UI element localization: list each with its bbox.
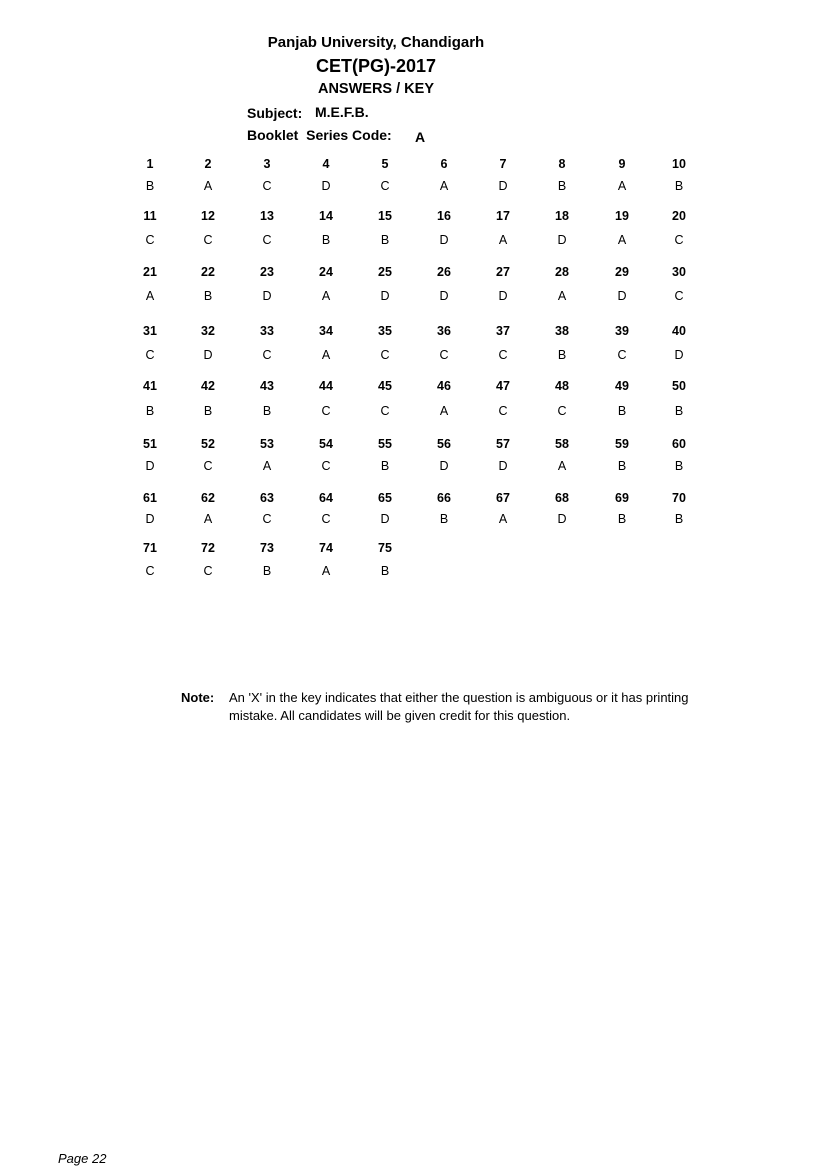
question-number: 69 — [615, 491, 629, 505]
answer-value: D — [617, 289, 627, 303]
question-number: 38 — [555, 324, 569, 338]
question-number: 59 — [615, 437, 629, 451]
question-number: 8 — [558, 157, 566, 171]
answer-value: C — [203, 459, 213, 473]
question-number: 12 — [201, 209, 215, 223]
question-number: 55 — [378, 437, 392, 451]
answer-value: B — [380, 233, 390, 247]
answer-value: B — [145, 404, 155, 418]
question-number: 54 — [319, 437, 333, 451]
answer-value: A — [439, 404, 449, 418]
answer-value: B — [262, 404, 272, 418]
answer-value: B — [380, 564, 390, 578]
question-number: 72 — [201, 541, 215, 555]
question-number: 28 — [555, 265, 569, 279]
answer-value: A — [617, 179, 627, 193]
question-number: 2 — [204, 157, 212, 171]
answer-value: B — [439, 512, 449, 526]
question-number: 40 — [672, 324, 686, 338]
answer-value: D — [557, 512, 567, 526]
question-number: 47 — [496, 379, 510, 393]
answer-value: B — [203, 289, 213, 303]
question-number: 4 — [322, 157, 330, 171]
question-number: 35 — [378, 324, 392, 338]
answer-value: B — [380, 459, 390, 473]
question-number: 64 — [319, 491, 333, 505]
question-number: 75 — [378, 541, 392, 555]
question-number: 27 — [496, 265, 510, 279]
question-number: 56 — [437, 437, 451, 451]
question-number: 1 — [146, 157, 154, 171]
question-number: 45 — [378, 379, 392, 393]
answer-value: C — [262, 348, 272, 362]
question-number: 19 — [615, 209, 629, 223]
answer-value: B — [617, 512, 627, 526]
answer-value: C — [145, 348, 155, 362]
question-number: 36 — [437, 324, 451, 338]
question-number: 32 — [201, 324, 215, 338]
question-number: 23 — [260, 265, 274, 279]
question-number: 66 — [437, 491, 451, 505]
answer-value: A — [203, 179, 213, 193]
question-number: 65 — [378, 491, 392, 505]
answer-value: C — [321, 459, 331, 473]
answer-value: B — [203, 404, 213, 418]
question-number: 58 — [555, 437, 569, 451]
question-number: 17 — [496, 209, 510, 223]
question-number: 30 — [672, 265, 686, 279]
answer-value: A — [498, 233, 508, 247]
answer-value: D — [262, 289, 272, 303]
question-number: 61 — [143, 491, 157, 505]
exam-title: CET(PG)-2017 — [315, 56, 437, 76]
document-title: ANSWERS / KEY — [317, 81, 434, 97]
question-number: 57 — [496, 437, 510, 451]
answer-value: D — [145, 459, 155, 473]
answer-value: D — [321, 179, 331, 193]
answer-value: D — [145, 512, 155, 526]
question-number: 70 — [672, 491, 686, 505]
question-number: 51 — [143, 437, 157, 451]
answer-value: A — [439, 179, 449, 193]
answer-value: B — [674, 512, 684, 526]
question-number: 3 — [263, 157, 271, 171]
answer-value: C — [145, 233, 155, 247]
question-number: 71 — [143, 541, 157, 555]
question-number: 24 — [319, 265, 333, 279]
question-number: 16 — [437, 209, 451, 223]
answer-value: C — [439, 348, 449, 362]
answer-value: B — [557, 179, 567, 193]
question-number: 49 — [615, 379, 629, 393]
answer-value: A — [203, 512, 213, 526]
answer-value: C — [203, 564, 213, 578]
answer-value: A — [498, 512, 508, 526]
answer-value: C — [380, 348, 390, 362]
answer-value: A — [262, 459, 272, 473]
question-number: 6 — [440, 157, 448, 171]
subject-value: M.E.F.B. — [315, 104, 369, 120]
answer-value: C — [674, 289, 684, 303]
question-number: 46 — [437, 379, 451, 393]
note-label: Note: — [181, 690, 215, 705]
question-number: 25 — [378, 265, 392, 279]
answer-value: D — [498, 459, 508, 473]
question-number: 13 — [260, 209, 274, 223]
question-number: 44 — [319, 379, 333, 393]
question-number: 21 — [143, 265, 157, 279]
answer-value: C — [674, 233, 684, 247]
question-number: 50 — [672, 379, 686, 393]
question-number: 20 — [672, 209, 686, 223]
question-number: 62 — [201, 491, 215, 505]
question-number: 18 — [555, 209, 569, 223]
question-number: 15 — [378, 209, 392, 223]
answer-value: A — [617, 233, 627, 247]
answer-value: D — [439, 289, 449, 303]
question-number: 22 — [201, 265, 215, 279]
question-number: 43 — [260, 379, 274, 393]
question-number: 5 — [381, 157, 389, 171]
question-number: 7 — [499, 157, 507, 171]
question-number: 60 — [672, 437, 686, 451]
question-number: 48 — [555, 379, 569, 393]
answer-value: C — [557, 404, 567, 418]
question-number: 9 — [618, 157, 626, 171]
note-text: An 'X' in the key indicates that either the question is ambiguous or it has printing mistake. All candidates will be given credit for this question. — [229, 690, 689, 723]
answer-value: B — [674, 179, 684, 193]
page-number: Page 22 — [58, 1151, 107, 1166]
question-number: 67 — [496, 491, 510, 505]
series-code-value: A — [415, 129, 426, 145]
series-code-label: Booklet Series Code: — [247, 127, 392, 143]
question-number: 37 — [496, 324, 510, 338]
answer-value: C — [498, 348, 508, 362]
question-number: 34 — [319, 324, 333, 338]
question-number: 41 — [143, 379, 157, 393]
answer-value: D — [498, 179, 508, 193]
question-number: 52 — [201, 437, 215, 451]
question-number: 68 — [555, 491, 569, 505]
question-number: 39 — [615, 324, 629, 338]
answer-value: B — [557, 348, 567, 362]
answer-value: C — [262, 233, 272, 247]
question-number: 73 — [260, 541, 274, 555]
answer-value: B — [321, 233, 331, 247]
answer-value: C — [321, 512, 331, 526]
answer-value: C — [617, 348, 627, 362]
answer-value: C — [262, 512, 272, 526]
answer-value: D — [380, 289, 390, 303]
question-number: 11 — [143, 209, 157, 223]
answer-value: B — [262, 564, 272, 578]
answer-value: D — [439, 459, 449, 473]
answer-value: A — [557, 289, 567, 303]
question-number: 14 — [319, 209, 333, 223]
answer-value: B — [674, 404, 684, 418]
question-number: 63 — [260, 491, 274, 505]
question-number: 26 — [437, 265, 451, 279]
answer-value: B — [617, 404, 627, 418]
answer-value: A — [557, 459, 567, 473]
answer-value: C — [498, 404, 508, 418]
answer-value: D — [439, 233, 449, 247]
answer-value: A — [321, 348, 331, 362]
answer-value: C — [380, 179, 390, 193]
answer-value: C — [380, 404, 390, 418]
question-number: 74 — [319, 541, 333, 555]
answer-value: D — [380, 512, 390, 526]
university-name: Panjab University, Chandigarh — [267, 34, 485, 51]
answer-value: D — [203, 348, 213, 362]
question-number: 29 — [615, 265, 629, 279]
answer-value: C — [145, 564, 155, 578]
answer-value: C — [321, 404, 331, 418]
subject-label: Subject: — [247, 105, 303, 121]
answer-value: D — [498, 289, 508, 303]
question-number: 53 — [260, 437, 274, 451]
question-number: 42 — [201, 379, 215, 393]
answer-value: A — [145, 289, 155, 303]
question-number: 31 — [143, 324, 157, 338]
answer-value: A — [321, 564, 331, 578]
answer-value: D — [557, 233, 567, 247]
answer-value: C — [203, 233, 213, 247]
answer-value: A — [321, 289, 331, 303]
answer-value: D — [674, 348, 684, 362]
question-number: 33 — [260, 324, 274, 338]
answer-value: C — [262, 179, 272, 193]
answer-value: B — [617, 459, 627, 473]
answer-value: B — [674, 459, 684, 473]
answer-value: B — [145, 179, 155, 193]
question-number: 10 — [672, 157, 686, 171]
